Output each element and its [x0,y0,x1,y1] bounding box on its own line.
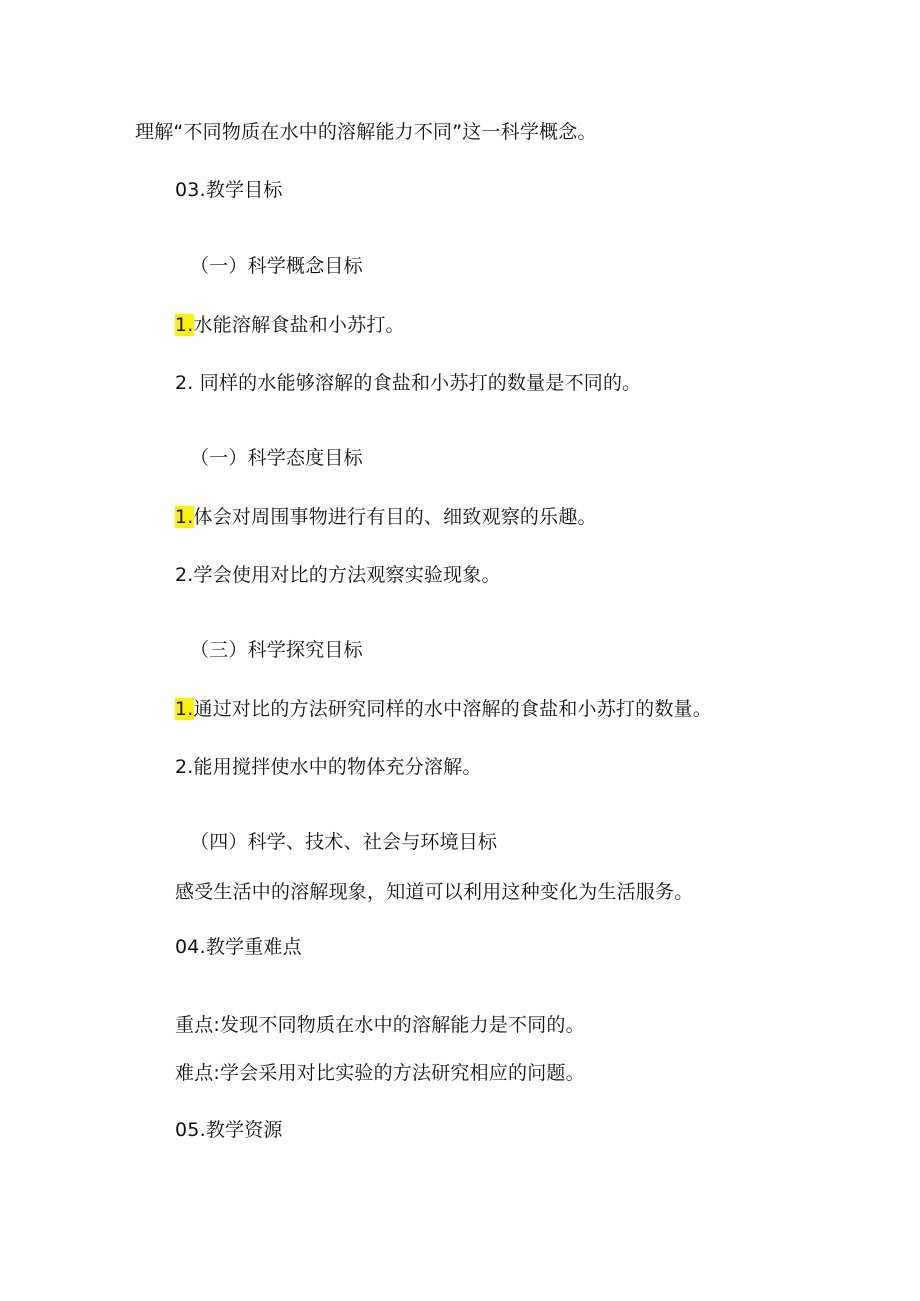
item-text: 同样的水能够溶解的食盐和小苏打的数量是不同的。 [193,372,642,394]
item-text: 水能溶解食盐和小苏打。 [193,314,405,336]
key-point: 重点:发现不同物质在水中的溶解能力是不同的。 [175,1014,585,1036]
subsection-attitude-heading: （一）科学态度目标 [190,447,363,469]
item-number: 2. [175,564,194,586]
difficult-point: 难点:学会采用对比实验的方法研究相应的问题。 [175,1062,585,1084]
item-number-highlight: 1. [175,314,194,336]
section-04-title: 04.教学重难点 [175,936,302,958]
item-text: 通过对比的方法研究同样的水中溶解的食盐和小苏打的数量。 [193,698,712,720]
concept-item-1 [175,313,405,337]
intro-paragraph: 理解“不同物质在水中的溶解能力不同”这一科学概念。 [135,121,597,143]
attitude-item-1 [175,505,597,529]
item-number-highlight: 1. [175,698,194,720]
inquiry-item-2 [175,755,482,779]
attitude-item-2 [175,563,501,587]
section-05-title: 05.教学资源 [175,1119,283,1141]
item-number-highlight: 1. [175,506,194,528]
item-number: 2. [175,372,194,394]
stse-paragraph: 感受生活中的溶解现象，知道可以利用这种变化为生活服务。 [175,881,694,903]
item-text: 体会对周围事物进行有目的、细致观察的乐趣。 [193,506,597,528]
subsection-stse-heading: （四）科学、技术、社会与环境目标 [190,831,498,853]
subsection-concept-heading: （一）科学概念目标 [190,255,363,277]
inquiry-item-1 [175,697,712,721]
section-03-title: 03.教学目标 [175,179,283,201]
concept-item-2 [175,371,641,395]
item-text: 学会使用对比的方法观察实验现象。 [193,564,501,586]
subsection-inquiry-heading: （三）科学探究目标 [190,639,363,661]
item-number: 2. [175,756,194,778]
item-text: 能用搅拌使水中的物体充分溶解。 [193,756,482,778]
